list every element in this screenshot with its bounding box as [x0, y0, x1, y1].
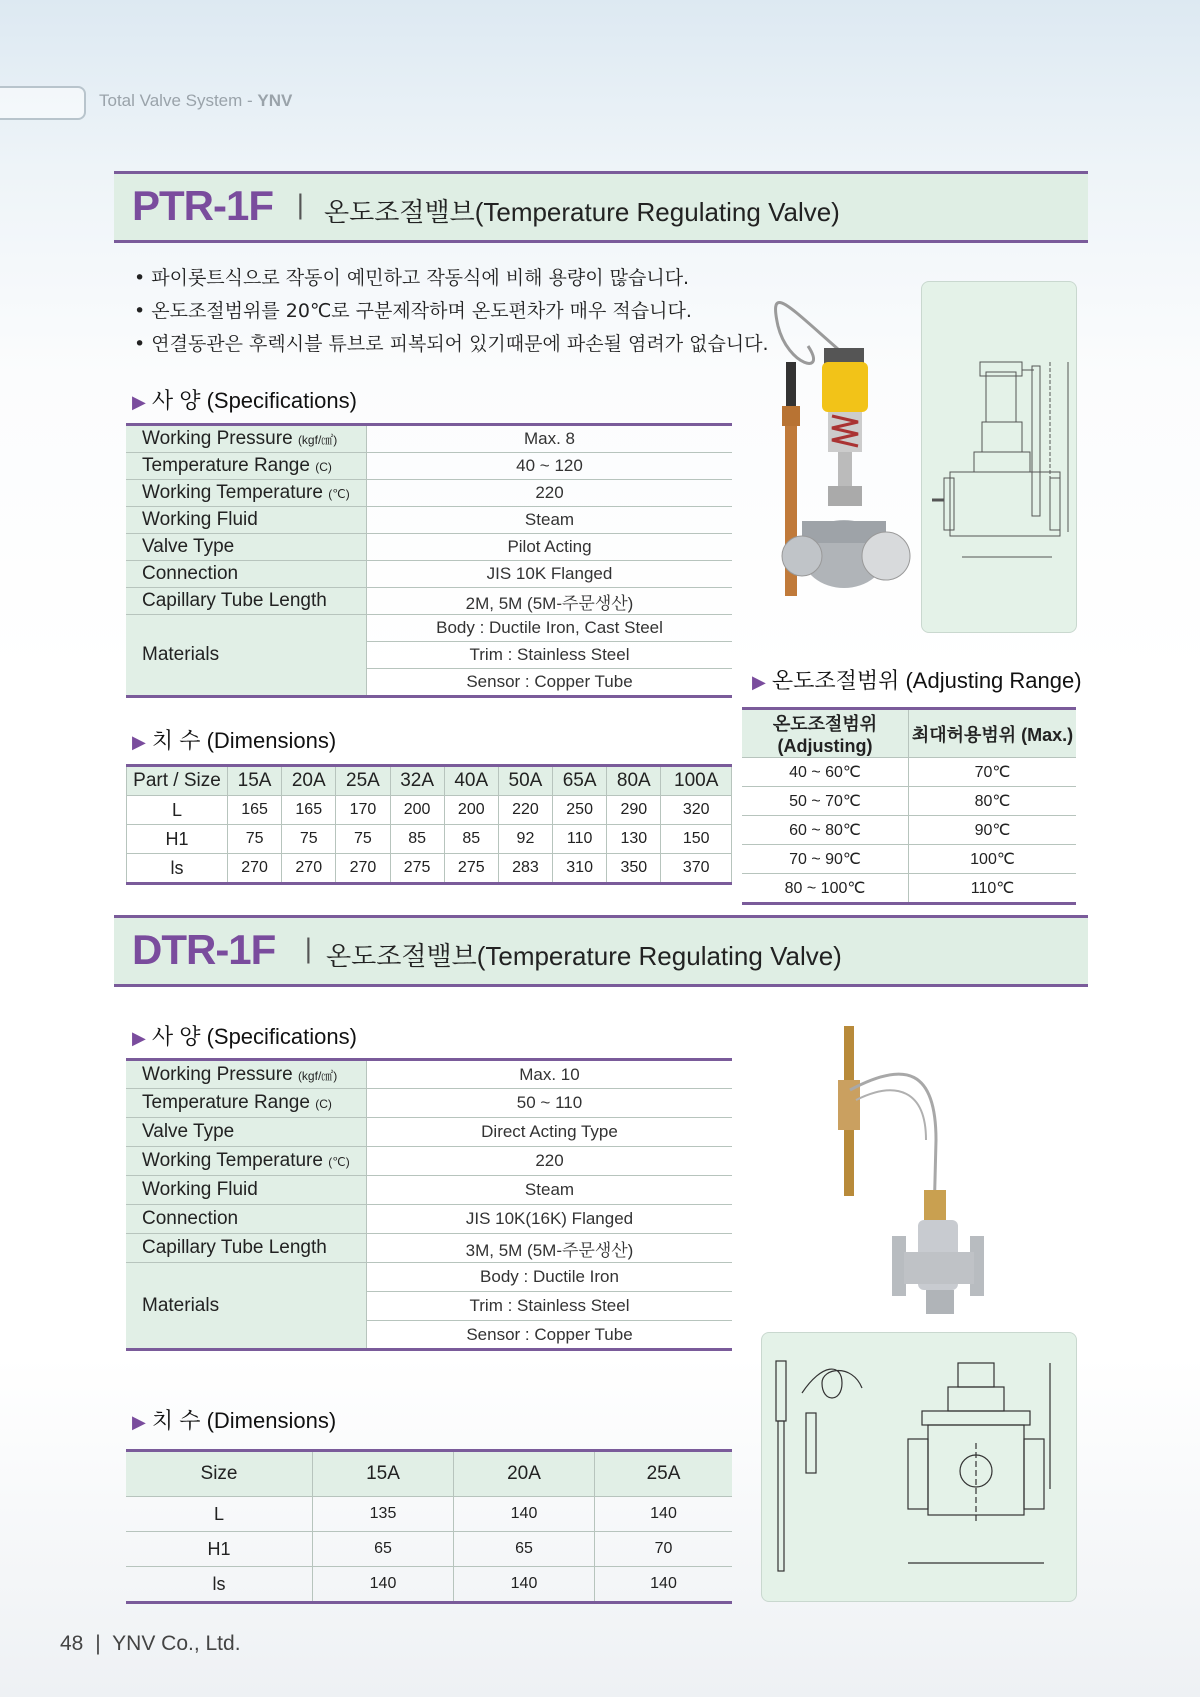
feature-list — [134, 262, 769, 361]
feature-item: • 파이롯트식으로 작동이 예민하고 작동식에 비해 용량이 많습니다. — [134, 262, 769, 295]
title-subtitle: 온도조절밸브(Temperature Regulating Valve) — [324, 197, 840, 227]
table-row: Materials Body : Ductile Iron, Cast Steel — [126, 615, 732, 642]
table-row: Part / Size 15A 20A 25A 32A 40A 50A 65A 80A 100A — [127, 766, 732, 796]
dtr-title-bar — [114, 915, 1088, 987]
triangle-icon: ▶ — [132, 392, 146, 412]
triangle-icon: ▶ — [752, 672, 766, 692]
title-separator: | — [296, 190, 305, 220]
table-row: Valve Type Direct Acting Type — [126, 1118, 732, 1147]
triangle-icon: ▶ — [132, 1028, 146, 1048]
table-row: 60 ~ 80℃ 90℃ — [742, 816, 1076, 845]
table-row: 온도조절범위 (Adjusting) 최대허용범위 (Max.) — [742, 709, 1076, 758]
dimension-table — [126, 1449, 732, 1604]
header-tab — [0, 86, 86, 120]
table-row: Sensor : Copper Tube — [126, 1321, 732, 1350]
dim-heading: ▶ 치 수 (Dimensions) — [132, 728, 337, 753]
brand-line: Total Valve System - YNV — [99, 91, 293, 110]
table-row: Size 15A 20A 25A — [126, 1451, 732, 1497]
triangle-icon: ▶ — [132, 1412, 146, 1432]
table-row: Capillary Tube Length 3M, 5M (5M-주문생산) — [126, 1234, 732, 1263]
adjust-heading: ▶ 온도조절범위 (Adjusting Range) — [752, 668, 1082, 693]
table-row: Sensor : Copper Tube — [126, 669, 732, 697]
table-row: ls 140 140 140 — [126, 1567, 732, 1603]
table-row: 80 ~ 100℃ 110℃ — [742, 874, 1076, 904]
table-row: Temperature Range (C) 50 ~ 110 — [126, 1089, 732, 1118]
table-row: Working Pressure (kgf/㎠) Max. 10 — [126, 1060, 732, 1089]
spec-heading: ▶ 사 양 (Specifications) — [132, 388, 357, 413]
table-row: ls 270 270 270 275 275 283 310 350 370 — [127, 854, 732, 884]
table-row: H1 75 75 75 85 85 92 110 130 150 — [127, 825, 732, 854]
table-row: L 135 140 140 — [126, 1497, 732, 1532]
table-row: Trim : Stainless Steel — [126, 642, 732, 669]
table-row: Connection JIS 10K Flanged — [126, 561, 732, 588]
page-number: 48 — [60, 1632, 84, 1655]
dim-heading: ▶ 치 수 (Dimensions) — [132, 1408, 337, 1433]
triangle-icon: ▶ — [132, 732, 146, 752]
page-footer: 48 | YNV Co., Ltd. — [60, 1632, 241, 1655]
table-row: Temperature Range (C) 40 ~ 120 — [126, 453, 732, 480]
table-row: Materials Body : Ductile Iron — [126, 1263, 732, 1292]
dtr-drawing-panel — [761, 1332, 1077, 1602]
table-row: H1 65 65 70 — [126, 1532, 732, 1567]
table-row: Working Fluid Steam — [126, 507, 732, 534]
table-row: 50 ~ 70℃ 80℃ — [742, 787, 1076, 816]
table-row: Working Fluid Steam — [126, 1176, 732, 1205]
company-name: YNV Co., Ltd. — [112, 1632, 241, 1655]
table-row: L 165 165 170 200 200 220 250 290 320 — [127, 796, 732, 825]
spec-heading: ▶ 사 양 (Specifications) — [132, 1024, 357, 1049]
table-row: Capillary Tube Length 2M, 5M (5M-주문생산) — [126, 588, 732, 615]
model-name: PTR-1F — [132, 182, 273, 229]
table-row: Working Pressure (kgf/㎠) Max. 8 — [126, 425, 732, 453]
adjusting-range-table — [742, 707, 1076, 905]
spec-table — [126, 1058, 732, 1351]
table-row: 40 ~ 60℃ 70℃ — [742, 758, 1076, 787]
ptr-drawing-panel — [921, 281, 1077, 633]
table-row: Trim : Stainless Steel — [126, 1292, 732, 1321]
table-row: Valve Type Pilot Acting — [126, 534, 732, 561]
table-row: Connection JIS 10K(16K) Flanged — [126, 1205, 732, 1234]
table-row: Working Temperature (℃) 220 — [126, 480, 732, 507]
model-name: DTR-1F — [132, 926, 276, 973]
feature-item: • 연결동관은 후렉시블 튜브로 피복되어 있기때문에 파손될 염려가 없습니다. — [134, 328, 769, 361]
feature-item: • 온도조절범위를 20℃로 구분제작하며 온도편차가 매우 적습니다. — [134, 295, 769, 328]
dtr-valve-photo — [826, 1020, 1006, 1320]
spec-table — [126, 423, 732, 698]
ptr-title-bar — [114, 171, 1088, 243]
title-subtitle: 온도조절밸브(Temperature Regulating Valve) — [326, 941, 842, 971]
ptr-valve-photo — [768, 286, 918, 616]
dimension-table — [126, 764, 732, 885]
title-separator: | — [304, 934, 313, 964]
table-row: Working Temperature (℃) 220 — [126, 1147, 732, 1176]
table-row: 70 ~ 90℃ 100℃ — [742, 845, 1076, 874]
